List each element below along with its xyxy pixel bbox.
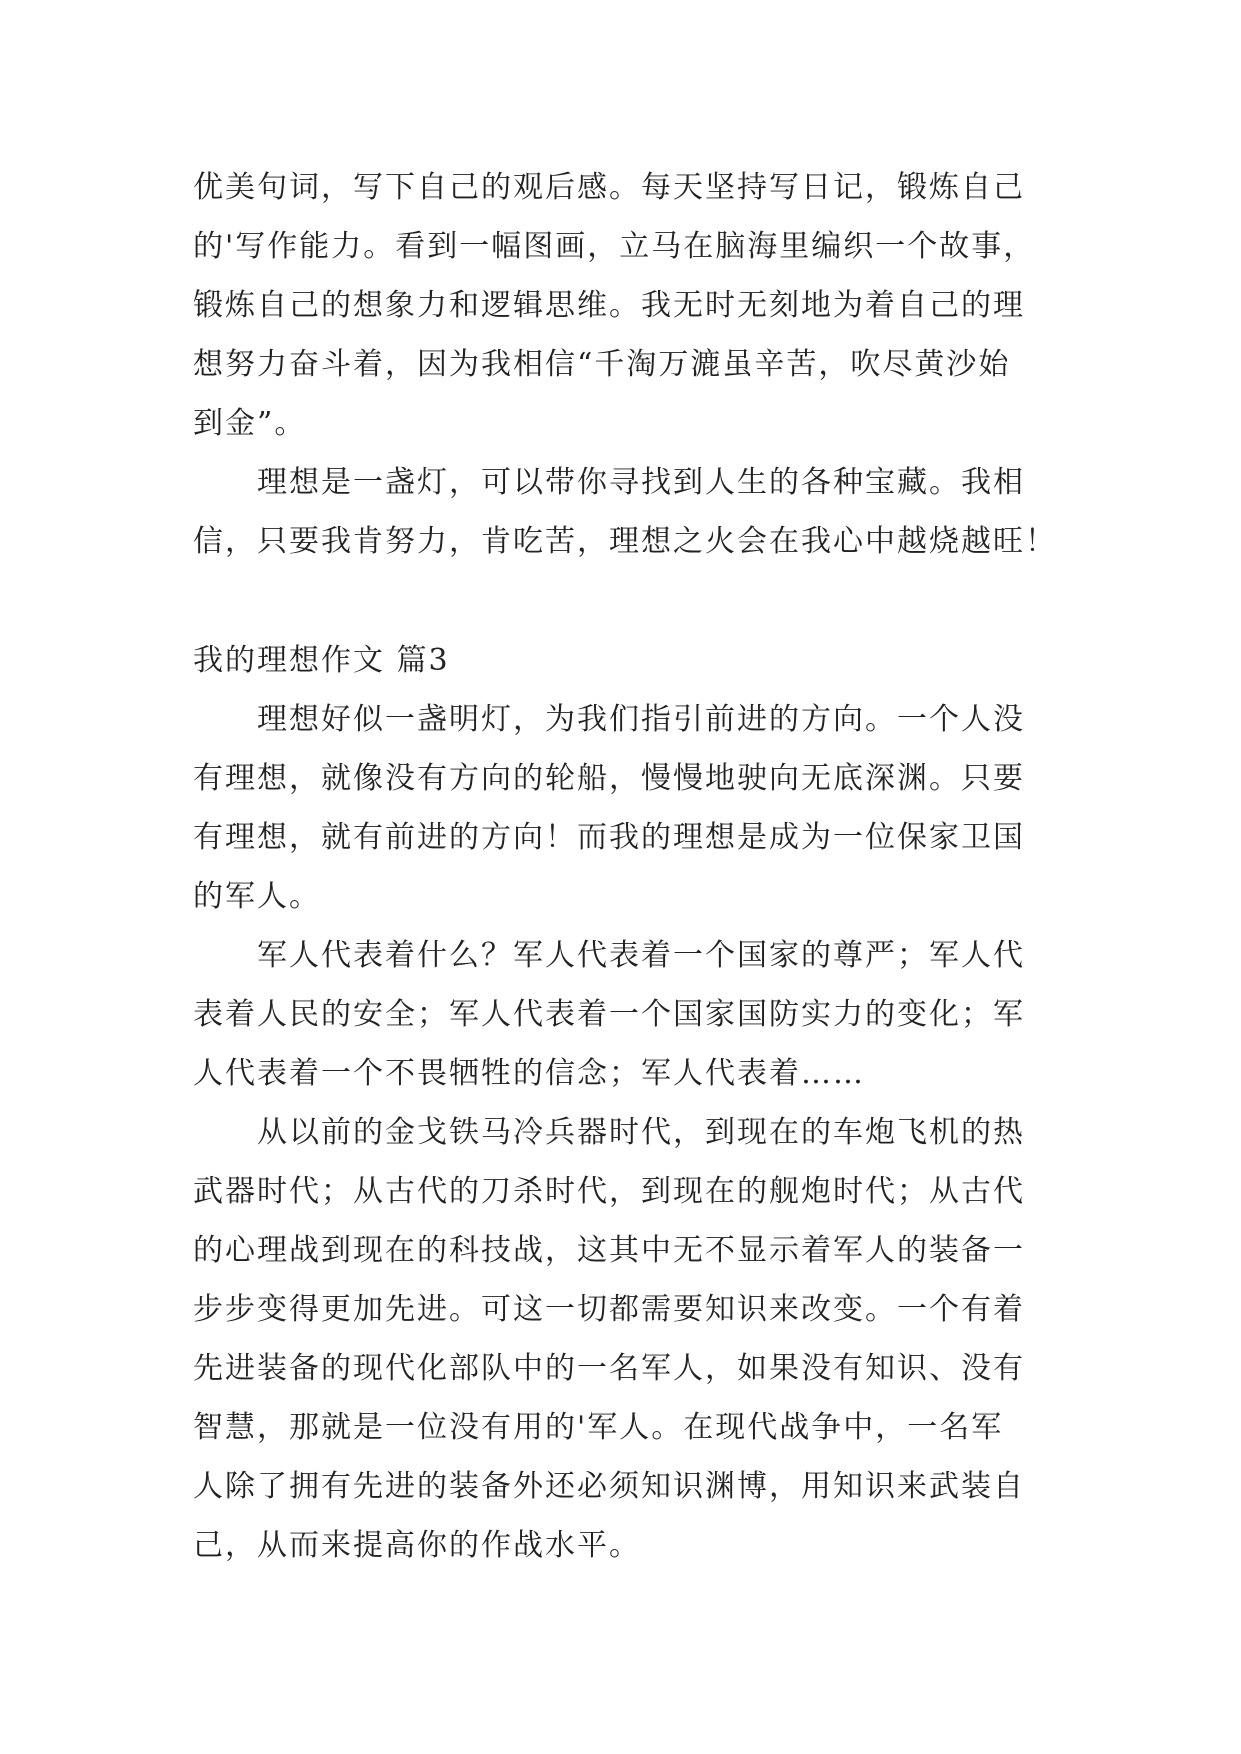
text-line: 优美句词，写下自己的观后感。每天坚持写日记，锻炼自己 <box>193 170 1025 205</box>
paragraph-continued <box>193 158 1055 453</box>
text-line: 人除了拥有先进的装备外还必须知识渊博，用知识来武装自 <box>193 1469 1025 1504</box>
text-line: 的心理战到现在的科技战，这其中无不显示着军人的装备一 <box>193 1233 1025 1268</box>
text-line: 步步变得更加先进。可这一切都需要知识来改变。一个有着 <box>193 1292 1025 1327</box>
paragraph-weapons-era <box>193 1103 1055 1575</box>
text-line: 先进装备的现代化部队中的一名军人，如果没有知识、没有 <box>193 1351 1025 1386</box>
text-line: 的军人。 <box>193 879 321 914</box>
text-line: 军人代表着什么？军人代表着一个国家的尊严；军人代 <box>257 938 1025 973</box>
text-line: 到金”。 <box>193 406 307 441</box>
text-line: 人代表着一个不畏牺牲的信念；军人代表着…… <box>193 1056 865 1091</box>
text-line: 智慧，那就是一位没有用的'军人。在现代战争中，一名军 <box>193 1410 1004 1445</box>
text-line: 有理想，就像没有方向的轮船，慢慢地驶向无底深渊。只要 <box>193 761 1025 796</box>
text-line: 有理想，就有前进的方向！而我的理想是成为一位保家卫国 <box>193 820 1025 855</box>
paragraph-soldier-represents <box>193 926 1055 1103</box>
text-line: 己，从而来提高你的作战水平。 <box>193 1528 641 1563</box>
text-line: 想努力奋斗着，因为我相信“千淘万漉虽辛苦，吹尽黄沙始 <box>193 347 1011 382</box>
text-line: 表着人民的安全；军人代表着一个国家国防实力的变化；军 <box>193 997 1025 1032</box>
document-body <box>193 158 1055 1575</box>
section-heading: 我的理想作文 篇3 <box>193 643 450 678</box>
paragraph-ideal-lamp <box>193 453 1055 571</box>
text-line: 理想好似一盏明灯，为我们指引前进的方向。一个人没 <box>257 702 1025 737</box>
text-line: 武器时代；从古代的刀杀时代，到现在的舰炮时代；从古代 <box>193 1174 1025 1209</box>
text-line: 锻炼自己的想象力和逻辑思维。我无时无刻地为着自己的理 <box>193 288 1025 323</box>
paragraph-bright-lamp <box>193 690 1055 926</box>
text-line: 信，只要我肯努力，肯吃苦，理想之火会在我心中越烧越旺！ <box>193 524 1057 559</box>
text-line: 理想是一盏灯，可以带你寻找到人生的各种宝藏。我相 <box>257 465 1025 500</box>
text-line: 的'写作能力。看到一幅图画，立马在脑海里编织一个故事， <box>193 229 1036 264</box>
text-line: 从以前的金戈铁马冷兵器时代，到现在的车炮飞机的热 <box>257 1115 1025 1150</box>
